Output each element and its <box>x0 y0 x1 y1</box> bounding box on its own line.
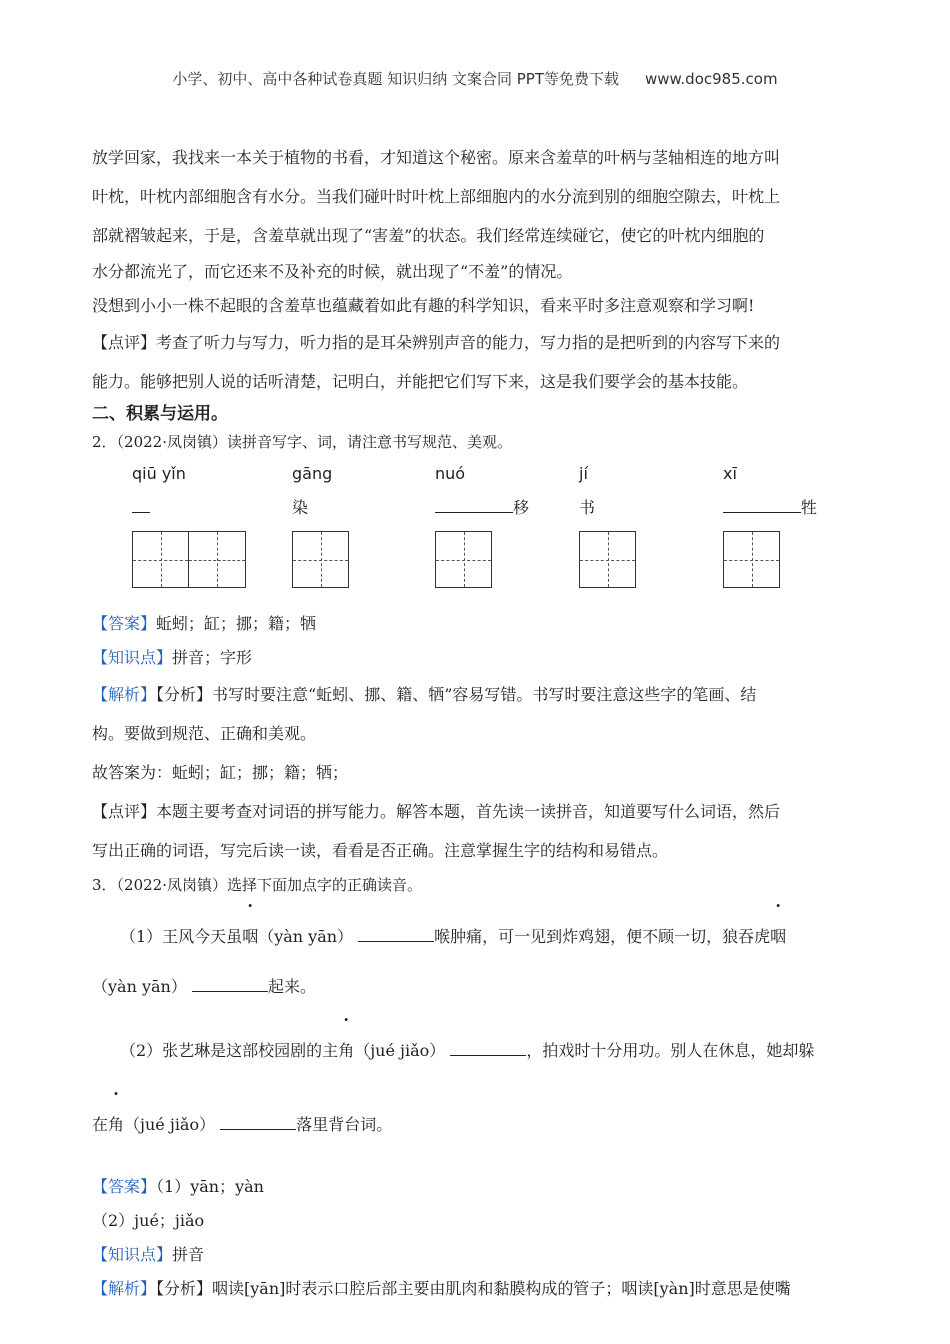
writing-box[interactable] <box>723 531 780 588</box>
q2-analysis-1 <box>92 675 852 714</box>
q3-sentence-1b <box>92 962 852 1012</box>
section-title: 二、积累与运用。 <box>92 404 228 424</box>
page-header <box>0 68 950 89</box>
writing-boxes[interactable] <box>579 531 636 588</box>
pinyin-item-1 <box>132 457 246 588</box>
blank-line <box>435 494 513 513</box>
writing-boxes[interactable] <box>723 531 817 588</box>
answer-text: （1）yān；yàn <box>156 1177 264 1196</box>
passage-line-4: 水分都流光了，而它还来不及补充的时候，就出现了“不羞”的情况。 <box>92 262 573 281</box>
pinyin-label: qiū yǐn <box>132 464 186 483</box>
word-suffix: 牲 <box>801 498 818 517</box>
sentence-text: 落里背台词。 <box>296 1115 393 1134</box>
answer-tag: 【答案】 <box>92 614 157 633</box>
pinyin-item-5 <box>723 457 817 588</box>
question-number: 3． <box>92 876 117 894</box>
word-suffix: 染 <box>292 498 309 517</box>
pinyin-item-4 <box>579 457 636 588</box>
pinyin-options: （jué jiǎo） <box>354 1041 446 1060</box>
pinyin-writing-grid <box>92 457 852 607</box>
word-suffix: 书 <box>579 498 596 517</box>
sentence-text: 起来。 <box>267 977 316 996</box>
sentence-text: 在 <box>92 1115 109 1134</box>
dotted-char: 角 <box>108 1115 125 1134</box>
comment-tag: 【点评】 <box>92 333 157 352</box>
sentence-text: （2）张艺琳是这部校园剧的主 <box>120 1041 339 1060</box>
passage-line-1: 放学回家，我找来一本关于植物的书看，才知道这个秘密。原来含羞草的叶柄与茎轴相连的地方叫 <box>92 148 781 167</box>
comment-tag: 【点评】 <box>92 802 157 821</box>
pinyin-options: （jué jiǎo） <box>124 1115 216 1134</box>
pinyin-label: jí <box>579 464 588 483</box>
q2-comment-2: 写出正确的词语，写完后读一读，看看是否正确。注意掌握生字的结构和易错点。 <box>92 841 669 860</box>
document-body <box>92 138 852 1306</box>
knowledge-text: 拼音 <box>172 1245 205 1264</box>
question-text: （2022·凤岗镇）选择下面加点字的正确读音。 <box>116 876 422 894</box>
pinyin-label: gāng <box>292 464 333 483</box>
dotted-char: 咽 <box>242 927 259 946</box>
analysis-text: 【分析】书写时要注意“蚯蚓、挪、籍、牺”容易写错。书写时要注意这些字的笔画、结 <box>156 685 757 704</box>
pinyin-label: xī <box>723 464 737 483</box>
q3-sentence-2b <box>92 1100 852 1150</box>
writing-box[interactable] <box>132 531 189 588</box>
writing-boxes[interactable] <box>435 531 529 588</box>
q3-knowledge <box>92 1238 852 1272</box>
answer-tag: 【答案】 <box>92 1177 157 1196</box>
passage-line-2: 叶枕，叶枕内部细胞含有水分。当我们碰叶时叶枕上部细胞内的水分流到别的细胞空隙去，叶枕上 <box>92 187 781 206</box>
writing-boxes[interactable] <box>132 531 246 588</box>
analysis-tag: 【解析】 <box>92 1279 157 1298</box>
header-text: 小学、初中、高中各种试卷真题 知识归纳 文案合同 PPT等免费下载 <box>172 70 619 88</box>
question-number: 2． <box>92 433 117 451</box>
analysis-text: 【分析】咽读[yān]时表示口腔后部主要由肌肉和黏膜构成的管子；咽读[yàn]时意思是使嘴 <box>156 1279 791 1298</box>
writing-box[interactable] <box>292 531 349 588</box>
blank-line <box>723 494 801 513</box>
q2-comment-1 <box>92 792 852 831</box>
q2-knowledge <box>92 641 852 675</box>
analysis-tag: 【解析】 <box>92 685 157 704</box>
sentence-text: ，拍戏时十分用功。别人在休息，她却躲 <box>526 1041 815 1060</box>
word-line <box>132 491 246 531</box>
answer-blank[interactable] <box>358 923 434 942</box>
q2-analysis-3: 故答案为：蚯蚓；缸；挪；籍；牺； <box>92 763 349 782</box>
q3-analysis <box>92 1272 852 1306</box>
pinyin-item-2 <box>292 457 349 588</box>
answer-blank[interactable] <box>220 1111 296 1130</box>
pinyin-item-3 <box>435 457 529 588</box>
passage-comment-2: 能力。能够把别人说的话听清楚，记明白，并能把它们写下来，这是我们要学会的基本技能。 <box>92 372 749 391</box>
word-line <box>435 491 529 531</box>
passage-line-5: 没想到小小一株不起眼的含羞草也蕴藏着如此有趣的科学知识，看来平时多注意观察和学习啊! <box>92 296 755 315</box>
writing-box[interactable] <box>435 531 492 588</box>
word-suffix: 移 <box>513 498 530 517</box>
comment-text: 本题主要考查对词语的拼写能力。解答本题，首先读一读拼音，知道要写什么词语，然后 <box>156 802 781 821</box>
writing-box[interactable] <box>579 531 636 588</box>
writing-box[interactable] <box>189 531 246 588</box>
answer-blank[interactable] <box>192 973 268 992</box>
word-line <box>292 491 349 531</box>
answer-text: 蚯蚓；缸；挪；籍；牺 <box>156 614 317 633</box>
dotted-char: 咽 <box>770 927 787 946</box>
knowledge-tag: 【知识点】 <box>92 648 173 667</box>
q2-analysis-2: 构。要做到规范、正确和美观。 <box>92 724 317 743</box>
header-site: www.doc985.com <box>644 70 778 88</box>
q3-answer-1 <box>92 1170 852 1204</box>
pinyin-label: nuó <box>435 464 466 483</box>
question-3 <box>92 870 852 900</box>
writing-boxes[interactable] <box>292 531 349 588</box>
sentence-text: （1）王风今天虽 <box>120 927 243 946</box>
knowledge-text: 拼音；字形 <box>172 648 253 667</box>
pinyin-options: （yàn yān） <box>92 977 187 996</box>
q3-answer-2: （2）jué；jiǎo <box>92 1211 205 1230</box>
question-text: （2022·凤岗镇）读拼音写字、词，请注意书写规范、美观。 <box>116 433 512 451</box>
word-line <box>579 491 636 531</box>
sentence-text: 喉肿痛，可一见到炸鸡翅，便不顾一切，狼吞虎 <box>434 927 771 946</box>
knowledge-tag: 【知识点】 <box>92 1245 173 1264</box>
passage-comment-1 <box>92 323 852 362</box>
passage-line-3: 部就褶皱起来，于是，含羞草就出现了“害羞”的状态。我们经常连续碰它，使它的叶枕内细胞的 <box>92 226 765 245</box>
word-line <box>723 491 817 531</box>
question-2 <box>92 427 852 457</box>
q3-sentence-2a <box>92 1026 852 1076</box>
q3-sentence-1a <box>92 912 852 962</box>
pinyin-options: （yàn yān） <box>258 927 354 946</box>
dotted-char: 角 <box>338 1041 355 1060</box>
q2-answer <box>92 607 852 641</box>
blank-line <box>132 494 150 513</box>
answer-blank[interactable] <box>450 1037 526 1056</box>
comment-text: 考查了听力与写力，听力指的是耳朵辨别声音的能力，写力指的是把听到的内容写下来的 <box>156 333 781 352</box>
